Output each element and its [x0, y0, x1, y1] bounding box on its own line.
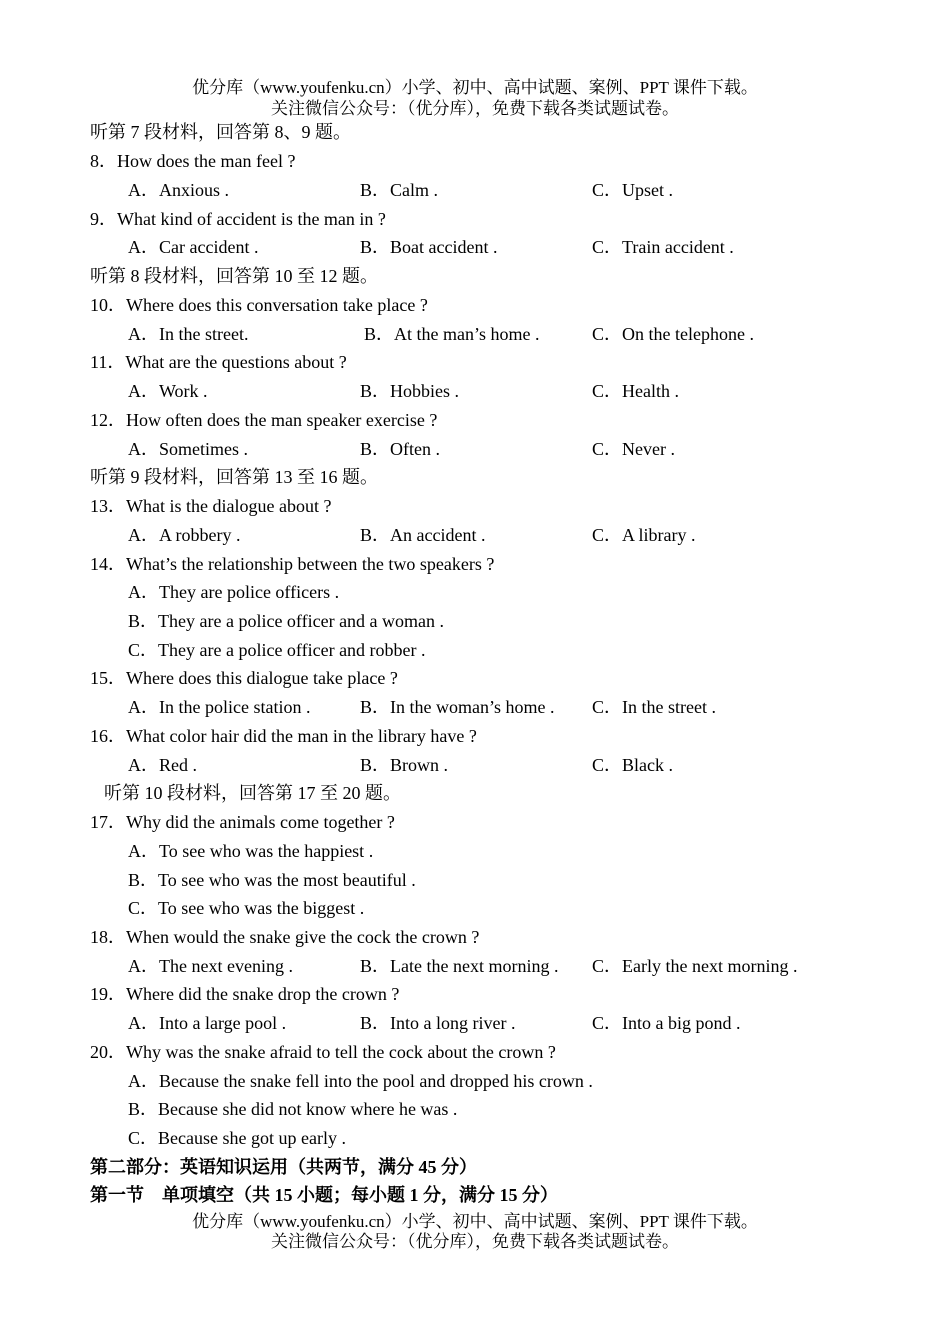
- question-18-option-b: B．Late the next morning .: [360, 956, 559, 976]
- question-11-option-a: A．Work .: [128, 381, 208, 401]
- section-7-instruction: 听第 7 段材料，回答第 8、9 题。: [90, 122, 351, 142]
- question-20-option-a: A．Because the snake fell into the pool and dropped his crown .: [128, 1071, 593, 1091]
- question-10-stem: 10．Where does this conversation take place ?: [90, 295, 428, 315]
- question-18-option-a: A．The next evening .: [128, 956, 293, 976]
- question-9-option-b: B．Boat accident .: [360, 237, 498, 257]
- question-18-option-c: C．Early the next morning .: [592, 956, 798, 976]
- question-8-option-a: A．Anxious .: [128, 180, 230, 200]
- question-13-option-c: C．A library .: [592, 525, 696, 545]
- question-20-option-c: C．Because she got up early .: [128, 1128, 346, 1148]
- question-10-option-c: C．On the telephone .: [592, 324, 754, 344]
- question-14-option-a: A．They are police officers .: [128, 582, 340, 602]
- question-15-option-c: C．In the street .: [592, 697, 716, 717]
- question-12-option-b: B．Often .: [360, 439, 440, 459]
- question-9-option-a: A．Car accident .: [128, 237, 259, 257]
- question-16-option-a: A．Red .: [128, 755, 197, 775]
- question-19-option-a: A．Into a large pool .: [128, 1013, 287, 1033]
- page-header-line-1: 优分库（www.youfenku.cn）小学、初中、高中试题、案例、PPT 课件下载。: [192, 78, 758, 97]
- question-19-stem: 19．Where did the snake drop the crown ?: [90, 984, 400, 1004]
- part-2-section-1-heading: 第一节 单项填空（共 15 小题；每小题 1 分，满分 15 分）: [90, 1185, 558, 1205]
- question-16-option-b: B．Brown .: [360, 755, 449, 775]
- question-16-option-c: C．Black .: [592, 755, 673, 775]
- section-10-instruction: 听第 10 段材料，回答第 17 至 20 题。: [104, 783, 401, 803]
- question-13-stem: 13．What is the dialogue about ?: [90, 496, 332, 516]
- page-footer-line-1: 优分库（www.youfenku.cn）小学、初中、高中试题、案例、PPT 课件下载。: [192, 1212, 758, 1231]
- question-20-option-b: B．Because she did not know where he was .: [128, 1099, 458, 1119]
- question-12-stem: 12．How often does the man speaker exercise ?: [90, 410, 438, 430]
- question-11-option-c: C．Health .: [592, 381, 679, 401]
- question-9-option-c: C．Train accident .: [592, 237, 734, 257]
- question-19-option-c: C．Into a big pond .: [592, 1013, 741, 1033]
- question-13-option-a: A．A robbery .: [128, 525, 241, 545]
- question-14-option-c: C．They are a police officer and robber .: [128, 640, 426, 660]
- question-17-option-a: A．To see who was the happiest .: [128, 841, 374, 861]
- question-8-option-c: C．Upset .: [592, 180, 673, 200]
- question-14-option-b: B．They are a police officer and a woman .: [128, 611, 445, 631]
- question-12-option-c: C．Never .: [592, 439, 675, 459]
- question-17-option-b: B．To see who was the most beautiful .: [128, 870, 416, 890]
- page-header-line-2: 关注微信公众号：（优分库），免费下载各类试题试卷。: [271, 99, 679, 118]
- question-14-stem: 14．What’s the relationship between the two speakers ?: [90, 554, 495, 574]
- question-16-stem: 16．What color hair did the man in the library have ?: [90, 726, 477, 746]
- question-13-option-b: B．An accident .: [360, 525, 486, 545]
- question-18-stem: 18．When would the snake give the cock the crown ?: [90, 927, 480, 947]
- question-17-stem: 17．Why did the animals come together ?: [90, 812, 395, 832]
- section-9-instruction: 听第 9 段材料，回答第 13 至 16 题。: [90, 467, 378, 487]
- question-15-option-b: B．In the woman’s home .: [360, 697, 555, 717]
- question-12-option-a: A．Sometimes .: [128, 439, 248, 459]
- question-15-stem: 15．Where does this dialogue take place ?: [90, 668, 398, 688]
- question-15-option-a: A．In the police station .: [128, 697, 311, 717]
- part-2-heading: 第二部分：英语知识运用（共两节，满分 45 分）: [90, 1157, 477, 1177]
- question-17-option-c: C．To see who was the biggest .: [128, 898, 365, 918]
- question-20-stem: 20．Why was the snake afraid to tell the cock about the crown ?: [90, 1042, 556, 1062]
- question-11-stem: 11．What are the questions about ?: [90, 352, 347, 372]
- question-8-stem: 8．How does the man feel ?: [90, 151, 296, 171]
- page-footer-line-2: 关注微信公众号：（优分库），免费下载各类试题试卷。: [271, 1232, 679, 1251]
- question-11-option-b: B．Hobbies .: [360, 381, 459, 401]
- question-10-option-a: A．In the street.: [128, 324, 249, 344]
- question-19-option-b: B．Into a long river .: [360, 1013, 516, 1033]
- question-10-option-b: B．At the man’s home .: [364, 324, 540, 344]
- question-9-stem: 9．What kind of accident is the man in ?: [90, 209, 386, 229]
- question-8-option-b: B．Calm .: [360, 180, 439, 200]
- section-8-instruction: 听第 8 段材料，回答第 10 至 12 题。: [90, 266, 378, 286]
